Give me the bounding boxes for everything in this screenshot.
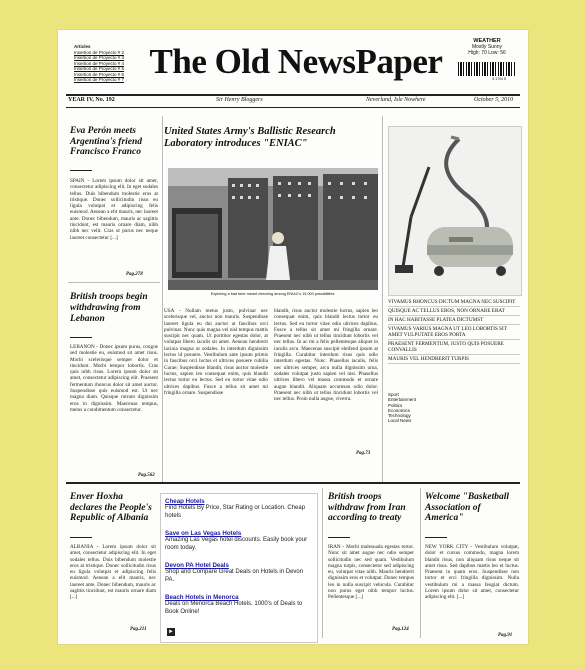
section-link-technology[interactable]: Technology — [388, 413, 411, 419]
headline-rule — [328, 537, 350, 538]
page-ref-hoxha[interactable]: Pag.211 — [130, 627, 147, 632]
ad-link-menorca-beach-hotels[interactable]: Beach Hotels in Menorca — [165, 594, 239, 601]
caption-item: IN HAC HABITASSE PLATEA DICTUMST — [388, 316, 520, 325]
articles-index-line[interactable]: Insertion de Proyecto # 2 — [74, 49, 125, 55]
ad-item — [165, 594, 313, 616]
barcode-icon — [458, 62, 516, 76]
ad-choices-icon[interactable]: ► — [168, 629, 174, 635]
headline-basketball[interactable]: Welcome "Basketball Association of America" — [425, 492, 509, 523]
articles-index-line[interactable]: Insertion de Proyecto # 4 — [74, 60, 125, 66]
page-ref-eniac[interactable]: Pag.73 — [356, 451, 371, 456]
articles-index-line[interactable]: Insertion de Proyecto # 5 — [74, 66, 125, 71]
sections-list — [388, 392, 468, 424]
headline-rule — [70, 337, 92, 338]
headline-rule — [425, 537, 447, 538]
ad-item — [165, 562, 313, 584]
caption-item: VIVAMUS VARIUS MAGNA UT LEO LOBORTIS SIT AMET VULPUTATE EROS PORTA — [388, 325, 520, 340]
article-body-eniac-col2: blandit, risus auctor molestie luctus, sapien leo consequat enim, quis blandit lectus tortor eu lectus. Sed eu tortor vitae odio ultrices dapibus. Fusce a tellus sit amet mi fringilla ornare. Praesent nec nibh ut tellus tincidunt lobortis vel nec tellus. In ac mi a felis pellentesque aliquet in iaculis arcu. Maecenas suscipit eleifend ipsum at fringilla. Curabitur interdum risus quis odio interdum egestas. Nunc. Phasellus iaculis, felis nec ultrices semper, arcu nulla dignissim urna, sodales volutpat justo sapien vel nisi. Phasellus ultrices libero vel massa commodo et ornare augue blandit. Aliquam accumsan odio dolor. Praesent nec nibh ut tellus tincidunt lobortis vel nec tellus. Proin nulla augue, viverra. — [274, 308, 378, 403]
weather-box — [452, 38, 522, 56]
section-link-politics[interactable]: Politics — [388, 402, 403, 408]
bottom-band-rule — [66, 482, 520, 484]
ad-description: Deals on Menorca Beach Hotels. 1000's of Deals to Book Online! — [165, 601, 303, 615]
barcode-number: 5 1704 5 — [492, 77, 506, 81]
ad-item — [165, 530, 313, 552]
ad-description: Shop and Compare Great Deals on Hotels in Devon PA. — [165, 569, 304, 583]
eniac-photo — [168, 168, 378, 290]
articles-index-label: Articles — [74, 44, 91, 49]
caption-item: QUISQUE AC TELLUS EROS, NON ORNARE ERAT — [388, 307, 520, 316]
articles-index-line[interactable]: Insertion de Proyecto # 3 — [74, 55, 125, 60]
article-body-eniac-col1: USA - Nullam metus justo, pulvinar nec scelerisque vel, auctor non mauris. Suspendisse laoreet ligula eu dui auctor at faucibus orci pulvinar. Nunc quis magna vel nisl tempus mattis suscipit nec quam. Ut porttitor egestas dolor, at volutpat libero iaculis sit amet. Aenean hendrerit lacinia magna ut sodales. In interdum dignissim lectus id posuere. Vestibulum ante ipsum primis in faucibus orci luctus et ultrices posuere cubilia Curae; Suspendisse blandit, risus auctor molestie luctus, sapien leo consequat enim, quis blandit lectus tortor eu lectus. Sed eu tortor vitae odio ultrices dapibus. Fusce a tellus sit amet mi fringilla ornare. Suspendisse — [164, 308, 268, 396]
weather-label: WEATHER — [473, 38, 501, 44]
ad-link-cheap-hotels[interactable]: Cheap Hotels — [165, 498, 205, 505]
articles-index-line[interactable]: Insertion de Proyecto # 6 — [74, 71, 125, 77]
page-ref-peron[interactable]: Pag.278 — [126, 272, 143, 277]
newspaper-title: The Old NewsPaper — [149, 42, 443, 81]
page-ref-iran[interactable]: Pag.124 — [392, 627, 409, 632]
column-divider — [162, 116, 163, 482]
article-body-lebanon: LEBANON - Donec ipsum purus, congue sed molestie eu, euismod sit amet risus. Morbi scelerisque semper dolor et tincidunt. Morbi tempor lobortis. Cras quis nibh risus. Lorem ipsum dolor sit amet, consectetur adipiscing elit. Praesent fermentum rhoncus dolor sit amet auctor. Suspendisse quis euismod est. Ut nec magna diam. Quisque rutrum dignissim eros in dignissim. Maecenas tempus, metus a condimentum consectetur. — [70, 344, 158, 413]
column-divider — [322, 488, 323, 638]
articles-index — [74, 44, 126, 83]
hotel-ad-box — [160, 493, 318, 643]
dateline-place: Neverland, Isle Nowhere — [366, 97, 426, 103]
column-divider — [382, 116, 383, 482]
articles-index-line[interactable]: Insertion de Proyecto # 7 — [74, 77, 125, 82]
eniac-photo-caption: Exploring a bad tube meant checking among ENIAC's 19,000 possibilities. — [210, 292, 336, 296]
ad-description: Amazing Las Vegas hotel discounts. Easily book your room today. — [165, 537, 308, 551]
divider — [68, 282, 160, 283]
ad-link-devon-pa-hotel-deals[interactable]: Devon PA Hotel Deals — [165, 562, 229, 569]
article-body-iran: IRAN - Morbi malesuada egestas tortor. Nunc sit amet augue nec odio semper sollicitudin nec sed quam. Vestibulum magna turpis, consectetur sed adipiscing eu, volutpat vitae nibh. Mauris hendrerit dignissim eros et volutpat. Donec tempus leo in nulla suscipit vehicula. Curabitur non purus eget nibh tempor luctus. Pellentesque [...] — [328, 544, 414, 601]
headline-hoxha[interactable]: Enver Hoxha declares the People's Republic of Albania — [70, 492, 152, 523]
section-link-entertainment[interactable]: Entertainment — [388, 397, 417, 403]
headline-rule — [70, 537, 92, 538]
vacuum-captions — [388, 298, 520, 364]
headline-rule — [70, 170, 92, 171]
headline-iran[interactable]: British troops withdraw from Iran according to treaty — [328, 492, 406, 523]
caption-item: VIVAMUS RHONCUS DICTUM MAGNA NEC SUSCIPIT — [388, 298, 520, 307]
dateline — [66, 96, 520, 106]
headline-eniac[interactable]: United States Army's Ballistic Research Laboratory introduces "ENIAC" — [164, 126, 336, 149]
vacuum-photo — [388, 126, 522, 296]
page-ref-basketball[interactable]: Pag.91 — [498, 633, 513, 638]
dateline-date: October 5, 2010 — [474, 97, 514, 103]
headline-lebanon[interactable]: British troops begin withdrawing from Lebanon — [70, 292, 148, 324]
section-link-economics[interactable]: Economics — [388, 407, 411, 413]
ad-description: Find Hotels By Price, Star Rating or Location. Cheap hotels — [165, 505, 306, 519]
newspaper-page — [58, 30, 528, 644]
ad-item — [165, 498, 313, 520]
headline-peron[interactable]: Eva Perón meets Argentina's friend Francisco Franco — [70, 126, 143, 157]
dateline-bottom-rule — [66, 107, 520, 108]
eniac-photo-illustration — [168, 168, 378, 290]
vacuum-cleaner-illustration — [389, 127, 521, 295]
section-link-sport[interactable]: Sport — [388, 392, 399, 397]
dateline-author: Sir Henry Bloggers — [216, 97, 263, 103]
article-body-hoxha: ALBANIA - Lorem ipsum dolor sit amet, consectetur adipiscing elit. In eget sodales tellus. Duis bibendum molestie eros at tristique. Donec sollicitudin risus eu ligula volutpat et adipiscing felis euismod. Aenean a elit mauris, nec laoreet ante. Donec bibendum, mauris ac sagittis tincidunt, est mauris ornare diam [...] — [70, 544, 156, 601]
caption-item: PRAESENT FERMENTUM, JUSTO QUIS POSUERE CONVALLIS — [388, 340, 520, 355]
ad-link-las-vegas-hotels[interactable]: Save on Las Vegas Hotels — [165, 530, 242, 537]
article-body-basketball: NEW YORK CITY - Vestibulum volutpat, dolor et cursus commodo, magna lorem blandit risus, non aliquam risus neque sit amet risus. Sed dapibus mattis leo et luctus. Praesent in quam eros. Suspendisse non tortor et orci fringilla dignissim. Nulla vestibulum mi a massa feugiat dictum. Lorem ipsum dolor sit amet, consectetur adipiscing elit. [...] — [425, 544, 519, 601]
section-link-local-news[interactable]: Local News — [388, 418, 412, 424]
article-body-peron: SPAIN - Lorem ipsum dolor sit amet, consectetur adipiscing elit. In eget sodales tellus. Duis bibendum molestie eros at tristique. Donec sollicitudin risus eu ligula volutpat et adipiscing felis euismod. Aenean a elit mauris, nec laoreet ante. Donec bibendum, mauris ac sagittis tincidunt, est mauris ornare diam, nibh nibh nec velit. Cras ut purus nec neque laoreet consectetur [...] — [70, 178, 158, 241]
weather-condition: Mostly Sunny — [471, 44, 502, 50]
page-ref-lebanon[interactable]: Pag.562 — [138, 473, 155, 478]
weather-temperature: High: 70 Low: 56 — [468, 50, 506, 56]
caption-item: MAURIS VEL HENDRERIT TURPIS — [388, 355, 520, 364]
column-divider — [420, 488, 421, 638]
issue-number: YEAR IV, No. 192 — [68, 97, 115, 103]
